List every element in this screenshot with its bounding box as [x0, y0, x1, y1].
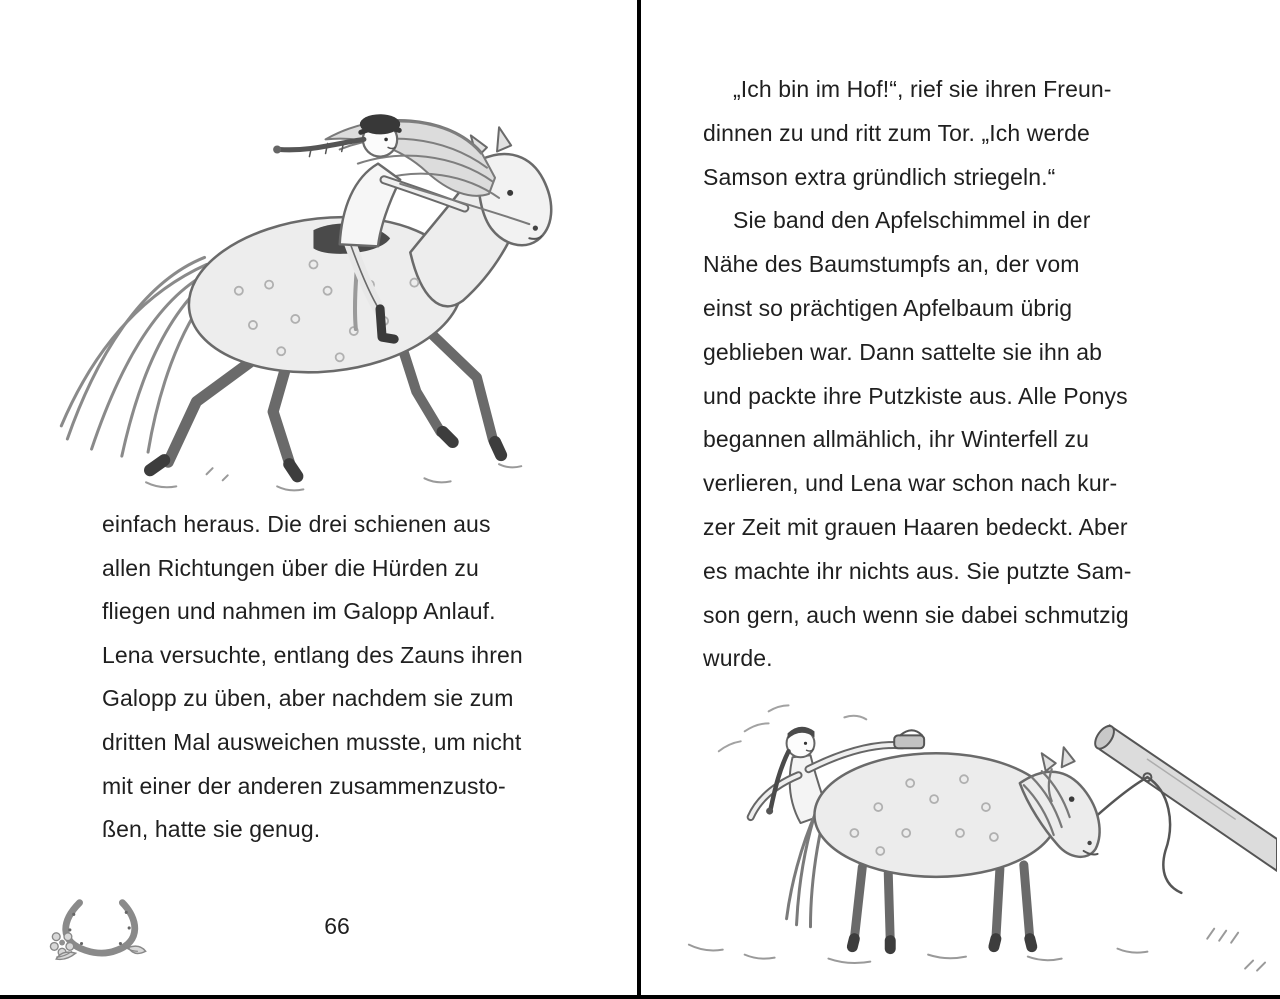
- illustration-girl-grooming-pony: [649, 686, 1277, 988]
- text-line: allen Richtungen über die Hürden zu: [102, 554, 479, 581]
- paragraphs-right: [703, 68, 1132, 681]
- text-line: einst so prächtigen Apfelbaum übrig: [703, 294, 1073, 321]
- text-line: fliegen und nahmen im Galopp Anlauf.: [102, 598, 496, 625]
- page-divider-vertical: [637, 0, 641, 999]
- paragraph-left: [102, 503, 523, 852]
- page-number: 66: [324, 913, 350, 939]
- text-line: Samson extra gründlich striegeln.“: [703, 163, 1056, 190]
- text-line: wurde.: [703, 645, 773, 672]
- text-line: „Ich bin im Hof!“, rief sie ihren Freun-: [733, 76, 1112, 102]
- illustration-girl-riding-galloping-pony: [25, 30, 610, 505]
- text-line: und packte ihre Putzkiste aus. Alle Ponys: [703, 382, 1128, 409]
- text-line: ßen, hatte sie genug.: [102, 816, 321, 843]
- text-line: zer Zeit mit grauen Haaren bedeckt. Aber: [703, 513, 1128, 540]
- book-page-right: [641, 0, 1280, 995]
- text-line: Nähe des Baumstumpfs an, der vom: [703, 251, 1080, 278]
- text-line: son gern, auch wenn sie dabei schmutzig: [703, 601, 1129, 628]
- text-line: geblieben war. Dann sattelte sie ihn ab: [703, 338, 1102, 365]
- text-line: begannen allmählich, ihr Winterfell zu: [703, 426, 1090, 453]
- text-line: Lena versuchte, entlang des Zauns ihren: [102, 641, 523, 668]
- pony-rider-drawing: [25, 30, 610, 505]
- text-line: Galopp zu üben, aber nachdem sie zum: [102, 685, 514, 712]
- text-line: mit einer der anderen zusammenzusto-: [102, 772, 506, 799]
- text-line: verlieren, und Lena war schon nach kur-: [703, 470, 1118, 497]
- text-line: Sie band den Apfelschimmel in der: [733, 207, 1091, 234]
- text-line: dritten Mal ausweichen musste, um nicht: [102, 728, 522, 755]
- text-line: es machte ihr nichts aus. Sie putzte Sam-: [703, 557, 1132, 584]
- book-page-left: [0, 0, 637, 995]
- grooming-scene-drawing: [649, 686, 1277, 988]
- text-line: einfach heraus. Die drei schienen aus: [102, 511, 491, 537]
- bottom-edge-line: [0, 995, 1280, 999]
- text-line: dinnen zu und ritt zum Tor. „Ich werde: [703, 119, 1090, 146]
